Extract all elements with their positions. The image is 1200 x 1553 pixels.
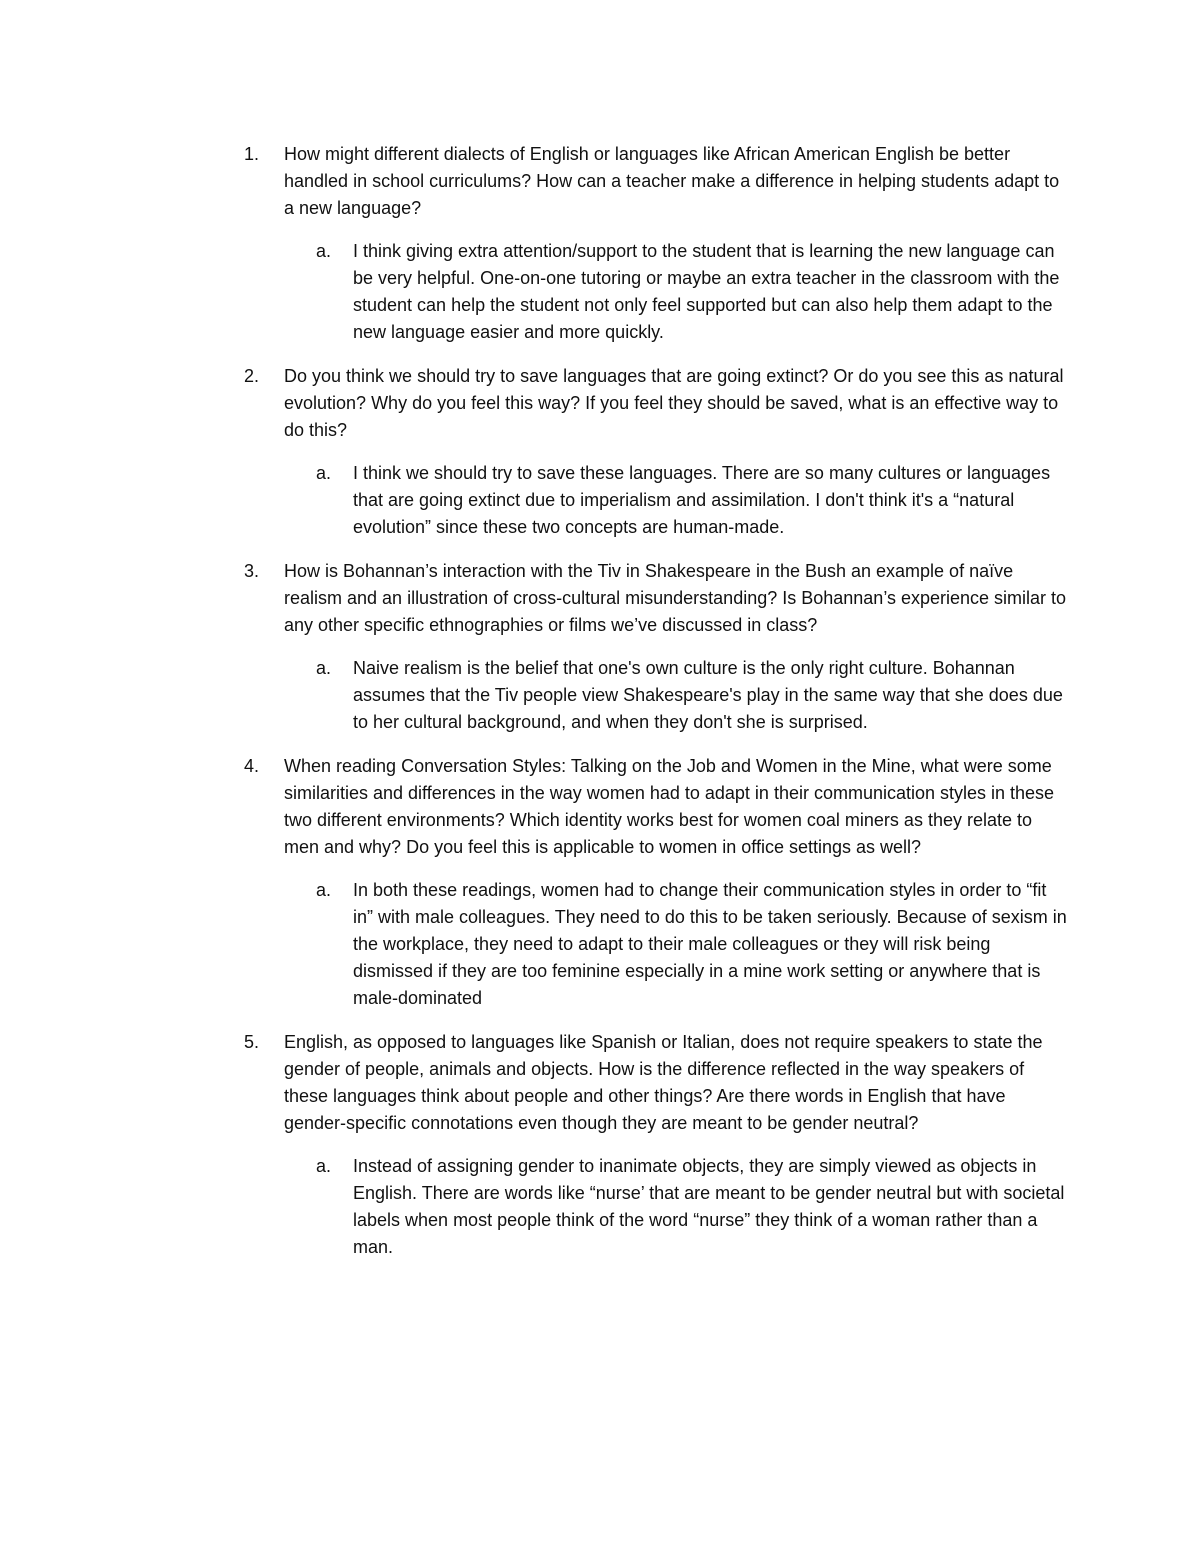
answer-label: a. xyxy=(316,658,332,678)
answer-item xyxy=(240,655,1070,736)
answer-item xyxy=(240,460,1070,541)
question-item-1 xyxy=(240,141,1070,346)
answer-item xyxy=(240,238,1070,346)
question-list xyxy=(240,141,1070,1278)
question-text: When reading Conversation Styles: Talking on the Job and Women in the Mine, what were some similarities and differences in the way women had to adapt in their communication styles in these two different environments? Which identity works best for women coal miners as they relate to men and why? Do you feel this is applicable to women in office settings as well? xyxy=(284,756,1055,857)
question-item-2 xyxy=(240,363,1070,541)
answer-text: Instead of assigning gender to inanimate objects, they are simply viewed as objects in English. There are words like “nurse’ that are meant to be gender neutral but with societal labels when most people think of the word “nurse” they think of a woman rather than a man. xyxy=(353,1156,1065,1257)
question-item-3 xyxy=(240,558,1070,736)
answer-text: I think we should try to save these languages. There are so many cultures or languages that are going extinct due to imperialism and assimilation. I don't think it's a “natural evolution” since these two concepts are human-made. xyxy=(353,463,1051,537)
answer-text: Naive realism is the belief that one's own culture is the only right culture. Bohannan assumes that the Tiv people view Shakespeare's play in the same way that she does due to her cultural background, and when they don't she is surprised. xyxy=(353,658,1063,732)
answer-label: a. xyxy=(316,1156,332,1176)
answer-label: a. xyxy=(316,241,332,261)
question-text: How is Bohannan’s interaction with the Tiv in Shakespeare in the Bush an example of naïve realism and an illustration of cross-cultural misunderstanding? Is Bohannan’s experience similar to any other specific ethnographies or films we’ve discussed in class? xyxy=(284,561,1067,635)
answer-item xyxy=(240,877,1070,1012)
question-text: How might different dialects of English or languages like African American English be better handled in school curriculums? How can a teacher make a difference in helping students adapt to a new language? xyxy=(284,144,1060,218)
question-number: 4. xyxy=(244,756,260,776)
question-text: Do you think we should try to save languages that are going extinct? Or do you see this as natural evolution? Why do you feel this way? If you feel they should be saved, what is an effective way to do this? xyxy=(284,366,1064,440)
question-number: 5. xyxy=(244,1032,260,1052)
answer-text: I think giving extra attention/support to the student that is learning the new language can be very helpful. One-on-one tutoring or maybe an extra teacher in the classroom with the student can help the student not only feel supported but can also help them adapt to the new language easier and more quickly. xyxy=(353,241,1060,342)
question-number: 2. xyxy=(244,366,260,386)
question-text: English, as opposed to languages like Spanish or Italian, does not require speakers to state the gender of people, animals and objects. How is the difference reflected in the way speakers of these languages think about people and other things? Are there words in English that have gender-specific connotations even though they are meant to be gender neutral? xyxy=(284,1032,1043,1133)
answer-text: In both these readings, women had to change their communication styles in order to “fit in” with male colleagues. They need to do this to be taken seriously. Because of sexism in the workplace, they need to adapt to their male colleagues or they will risk being dismissed if they are too feminine especially in a mine work setting or anywhere that is male-dominated xyxy=(353,880,1067,1008)
question-item-5 xyxy=(240,1029,1070,1261)
answer-label: a. xyxy=(316,463,332,483)
question-number: 3. xyxy=(244,561,260,581)
question-number: 1. xyxy=(244,144,260,164)
answer-item xyxy=(240,1153,1070,1261)
question-item-4 xyxy=(240,753,1070,1012)
answer-label: a. xyxy=(316,880,332,900)
